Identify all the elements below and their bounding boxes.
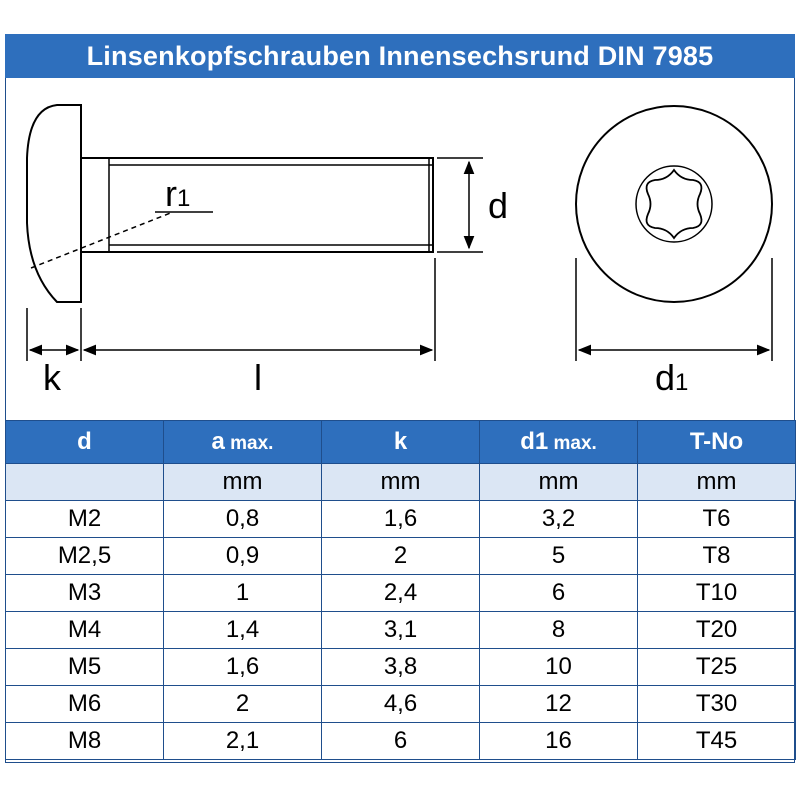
cell-a: 1,4 (164, 612, 322, 649)
cell-a: 2 (164, 686, 322, 723)
dimension-k-l (27, 258, 435, 361)
unit-cell (6, 464, 164, 501)
dimension-table (5, 420, 796, 760)
header-t-no: T-No (638, 421, 796, 464)
cell-a: 0,9 (164, 538, 322, 575)
head-top-circle (576, 106, 772, 302)
cell-d: M2 (6, 501, 164, 538)
unit-cell: mm (322, 464, 480, 501)
table-header-row (6, 421, 796, 464)
table-row (6, 649, 796, 686)
header-d1-max: d1 max. (480, 421, 638, 464)
header-k: k (322, 421, 480, 464)
screw-drawing-svg (5, 78, 795, 418)
label-d1: d1 (655, 357, 689, 398)
cell-k: 6 (322, 723, 480, 760)
label-r1: r1 (165, 173, 191, 214)
unit-cell: mm (164, 464, 322, 501)
unit-cell: mm (480, 464, 638, 501)
cell-d: M2,5 (6, 538, 164, 575)
cell-t-no: T20 (638, 612, 796, 649)
table-row (6, 575, 796, 612)
torx-recess-icon (647, 170, 702, 238)
screw-head-outline (27, 105, 81, 302)
cell-t-no: T10 (638, 575, 796, 612)
table-row (6, 612, 796, 649)
cell-d1: 12 (480, 686, 638, 723)
cell-k: 2 (322, 538, 480, 575)
technical-drawing (5, 78, 795, 418)
table-row (6, 686, 796, 723)
cell-d: M3 (6, 575, 164, 612)
page-title (5, 34, 795, 78)
cell-d1: 8 (480, 612, 638, 649)
screw-shank (81, 158, 433, 252)
cell-k: 2,4 (322, 575, 480, 612)
cell-d1: 10 (480, 649, 638, 686)
unit-cell: mm (638, 464, 796, 501)
cell-d1: 5 (480, 538, 638, 575)
table-units-row (6, 464, 796, 501)
torx-outer-circle (636, 166, 712, 242)
cell-d1: 3,2 (480, 501, 638, 538)
table-row (6, 538, 796, 575)
cell-t-no: T45 (638, 723, 796, 760)
label-d: d (488, 185, 509, 226)
cell-t-no: T6 (638, 501, 796, 538)
cell-d: M6 (6, 686, 164, 723)
cell-k: 4,6 (322, 686, 480, 723)
cell-a: 1 (164, 575, 322, 612)
cell-a: 2,1 (164, 723, 322, 760)
cell-k: 3,1 (322, 612, 480, 649)
cell-d1: 16 (480, 723, 638, 760)
header-a-max: a max. (164, 421, 322, 464)
screw-side-view (27, 105, 433, 302)
cell-k: 1,6 (322, 501, 480, 538)
cell-a: 1,6 (164, 649, 322, 686)
cell-k: 3,8 (322, 649, 480, 686)
cell-t-no: T8 (638, 538, 796, 575)
cell-d1: 6 (480, 575, 638, 612)
cell-a: 0,8 (164, 501, 322, 538)
cell-d: M5 (6, 649, 164, 686)
table-row (6, 501, 796, 538)
header-d: d (6, 421, 164, 464)
cell-t-no: T30 (638, 686, 796, 723)
table-row (6, 723, 796, 760)
title-text: Linsenkopfschrauben Innensechsrund DIN 7985 (86, 40, 714, 71)
screw-top-view (576, 106, 772, 302)
cell-t-no: T25 (638, 649, 796, 686)
label-l: l (254, 357, 262, 398)
dimension-d (437, 158, 483, 252)
label-k: k (43, 357, 61, 398)
cell-d: M8 (6, 723, 164, 760)
radius-leader (31, 212, 173, 268)
cell-d: M4 (6, 612, 164, 649)
